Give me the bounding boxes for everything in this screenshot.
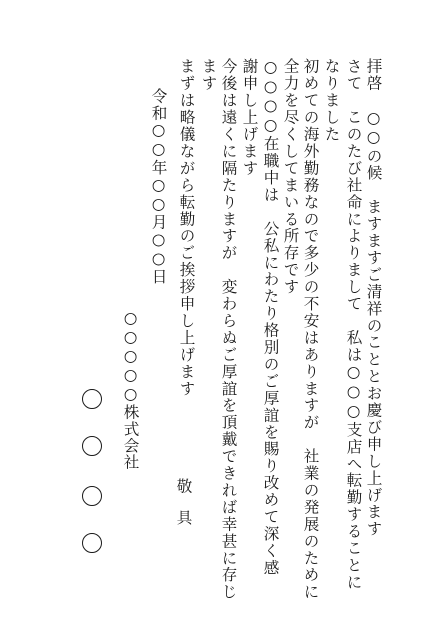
body-line-7: 謝申し上げます bbox=[240, 58, 259, 177]
date: 令和○○年○○月○○日 bbox=[149, 88, 168, 285]
body-line-10: まずは略儀ながら転勤のご挨拶申し上げます bbox=[177, 58, 196, 397]
name-circle bbox=[82, 533, 102, 553]
body-line-1: 拝啓 ○○の候 ますますご清祥のこととお慶び申し上げます bbox=[364, 58, 383, 538]
body-line-4: 初めての海外勤務なので多少の不安はありますが 社業の発展のために bbox=[301, 58, 320, 601]
name-circle bbox=[82, 486, 102, 506]
body-line-8: 今後は遠くに隔たりますが 変わらぬご厚誼を頂戴できれば幸甚に存じ bbox=[219, 58, 238, 601]
body-line-2: さて このたび社命によりまして 私は○○○支店へ転勤することに bbox=[344, 58, 363, 591]
name-circle bbox=[82, 389, 102, 409]
company-name: ○○○○○株式会社 bbox=[121, 309, 140, 471]
body-line-6: ○○○○在職中は 公私にわたり格別のご厚誼を賜り改めて深く感 bbox=[261, 58, 280, 577]
body-line-3: なりました bbox=[322, 58, 341, 143]
body-line-9: ます bbox=[199, 58, 218, 92]
body-line-5: 全力を尽くしてまいる所存です bbox=[281, 58, 300, 296]
closing: 敬 具 bbox=[174, 478, 193, 525]
name-circle bbox=[82, 436, 102, 456]
